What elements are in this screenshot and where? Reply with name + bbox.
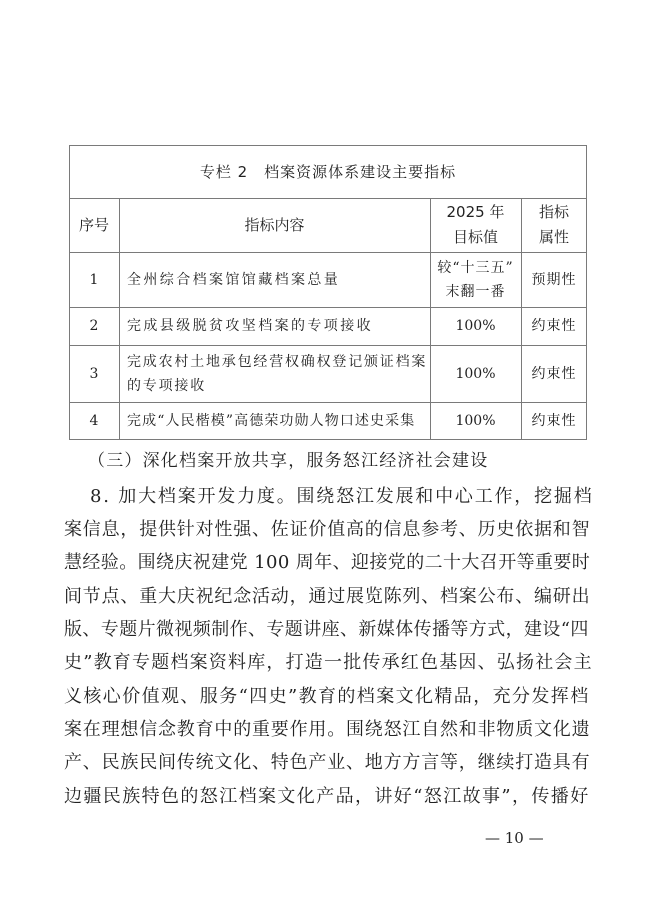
body-line: 慧经验。围绕庆祝建党 100 周年、迎接党的二十大召开等重要时 (64, 552, 591, 573)
header-target-line2: 目标值 (452, 228, 498, 246)
row-2-target: 100% (455, 318, 496, 334)
body-line: 案在理想信念教育中的重要作用。围绕怒江自然和非物质文化遗 (64, 719, 591, 740)
table-title: 专栏 2 档案资源体系建设主要指标 (199, 162, 457, 181)
body-line: 边疆民族特色的怒江档案文化产品，讲好“怒江故事”，传播好 (64, 786, 590, 807)
row-4-attr: 约束性 (531, 412, 577, 429)
row-3-content (119, 345, 430, 402)
header-no: 序号 (78, 215, 109, 234)
header-target (430, 198, 521, 252)
header-attr-line1: 指标 (538, 203, 569, 221)
row-4-content: 完成“人民楷模”高德荣功勋人物口述史采集 (127, 412, 416, 429)
row-1-attr: 预期性 (531, 271, 577, 288)
row-1-target-line1: 较“十三五” (437, 259, 514, 276)
header-target-line1: 2025 年 (446, 203, 505, 221)
table-border-bottom (69, 439, 587, 440)
body-line: 版、专题片微视频制作、专题讲座、新媒体传播等方式，建设“四 (64, 619, 589, 640)
row-3-attr: 约束性 (531, 365, 577, 382)
row-1-target-line2: 末翻一番 (445, 283, 506, 300)
header-attr (521, 198, 587, 252)
row-3-no: 3 (89, 365, 99, 382)
header-content: 指标内容 (244, 215, 305, 234)
row-2-attr: 约束性 (531, 318, 577, 334)
body-line: 间节点、重大庆祝纪念活动，通过展览陈列、档案公布、编研出 (64, 586, 591, 607)
row-2-no: 2 (89, 318, 99, 334)
row-4-target: 100% (455, 412, 496, 429)
row-1-target (430, 252, 521, 307)
body-line: 案信息，提供针对性强、佐证价值高的信息参考、历史依据和智 (64, 519, 591, 540)
row-2-content: 完成县级脱贫攻坚档案的专项接收 (127, 318, 373, 334)
body-line: 史”教育专题档案资料库，打造一批传承红色基因、弘扬社会主 (64, 652, 593, 673)
row-3-content-line2: 的专项接收 (127, 377, 206, 394)
body-line: 8. 加大档案开发力度。围绕怒江发展和中心工作，挖掘档 (90, 486, 594, 507)
indicator-table (69, 145, 587, 440)
row-1-no: 1 (89, 271, 99, 288)
body-line: 义核心价值观、服务“四史”教育的档案文化精品，充分发挥档 (64, 686, 590, 707)
header-attr-line2: 属性 (538, 228, 569, 246)
row-3-target: 100% (455, 365, 496, 382)
section-heading: （三）深化档案开放共享，服务怒江经济社会建设 (88, 451, 489, 471)
body-line: 产、民族民间传统文化、特色产业、地方方言等，继续打造具有 (64, 752, 591, 773)
row-4-no: 4 (89, 412, 99, 429)
row-1-content: 全州综合档案馆馆藏档案总量 (127, 271, 341, 288)
row-3-content-line1: 完成农村土地承包经营权确权登记颁证档案 (127, 353, 428, 370)
page-number: — 10 — (485, 829, 544, 847)
